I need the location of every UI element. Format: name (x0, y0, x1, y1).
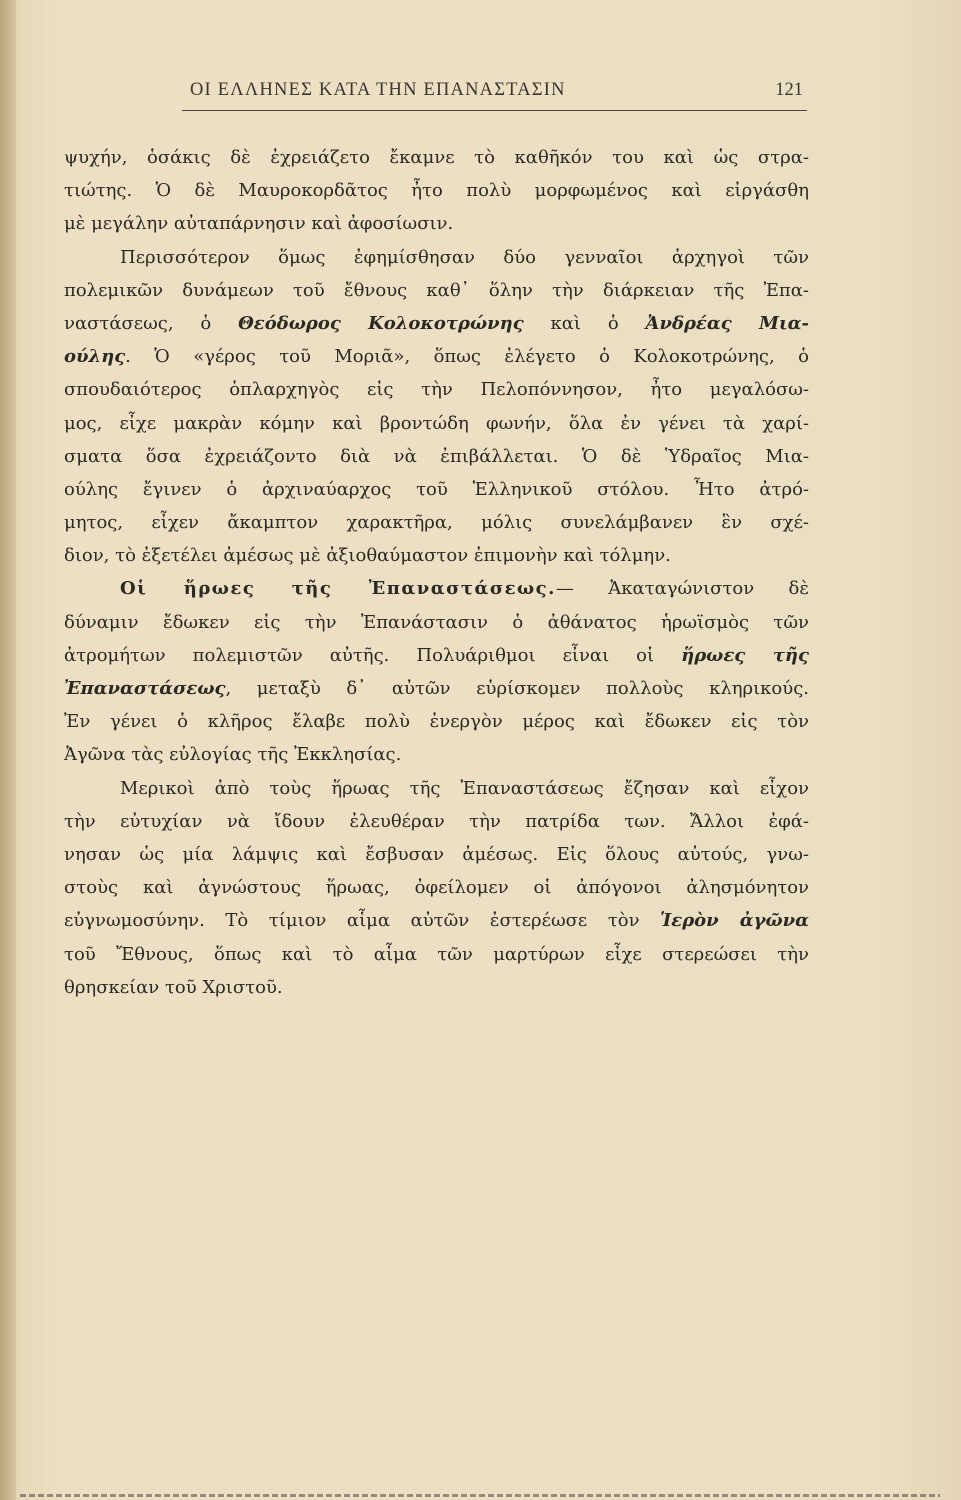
page-header (182, 80, 807, 111)
text-line: ούλης ἔγινεν ὁ ἀρχιναύαρχος τοῦ Ἑλληνικοῦ στόλου. Ἦτο ἀτρό- (64, 478, 809, 500)
running-head: ΟΙ ΕΛΛΗΝΕΣ ΚΑΤΑ ΤΗΝ ΕΠΑΝΑΣΤΑΣΙΝ (190, 80, 566, 100)
emphasis-revolution: Ἐπαναστάσεως (64, 678, 226, 699)
text-line: ναστάσεως, ὁ Θεόδωρος Κολοκοτρώνης καὶ ὁ Ἀνδρέας Μια- (64, 312, 809, 334)
text-line: πολεμικῶν δυνάμεων τοῦ ἔθνους καθ᾽ ὅλην τὴν διάρκειαν τῆς Ἐπα- (64, 279, 809, 301)
text-line: τὴν εὐτυχίαν νὰ ἴδουν ἐλευθέραν τὴν πατρίδα των. Ἄλλοι ἐφά- (64, 810, 809, 832)
text-line: στοὺς καὶ ἀγνώστους ἥρωας, ὀφείλομεν οἱ ἀπόγονοι ἀλησμόνητον (64, 877, 809, 899)
emphasis-name-kolokotronis: Θεόδωρος Κολοκοτρώνης (238, 312, 524, 334)
paragraph-start: Περισσότερον ὅμως ἐφημίσθησαν δύο γενναῖοι ἀρχηγοὶ τῶν (120, 246, 809, 268)
body-text (64, 141, 809, 1004)
text-line: ψυχήν, ὁσάκις δὲ ἐχρειάζετο ἔκαμνε τὸ καθῆκόν του καὶ ὡς στρα- (64, 147, 809, 168)
text-line: τοῦ Ἔθνους, ὅπως καὶ τὸ αἷμα τῶν μαρτύρων εἶχε στερεώσει τὴν (64, 943, 809, 965)
emphasis-name-miaoulis: Ἀνδρέας Μια- (645, 312, 809, 334)
text-line: ἀτρομήτων πολεμιστῶν αὐτῆς. Πολυάριθμοι εἶναι οἱ ἥρωες τῆς (64, 644, 809, 666)
section-heading-line: Οἱ ἥρωες τῆς Ἐπαναστάσεως.— Ἀκαταγώνιστον δὲ (120, 578, 809, 600)
text-line: Ἐν γένει ὁ κλῆρος ἔλαβε πολὺ ἐνεργὸν μέρος καὶ ἔδωκεν εἰς τὸν (64, 711, 809, 733)
text-line: εὐγνωμοσύνην. Τὸ τίμιον αἷμα αὐτῶν ἐστερέωσε τὸν Ἱερὸν ἀγῶνα (64, 910, 809, 932)
text-line: μητος, εἶχεν ἄκαμπτον χαρακτῆρα, μόλις συνελάμβανεν ἓν σχέ- (64, 512, 809, 534)
bottom-edge-rule (20, 1494, 940, 1497)
text-line: τιώτης. Ὁ δὲ Μαυροκορδᾶτος ἦτο πολὺ μορφωμένος καὶ εἰργάσθη (64, 180, 809, 202)
section-heading: Οἱ ἥρωες τῆς Ἐπαναστάσεως. (120, 578, 556, 600)
page-binding-edge (0, 0, 16, 1500)
emphasis-heroes: ἥρωες τῆς (681, 644, 809, 666)
text-line: Ἐπαναστάσεως, μεταξὺ δ᾽ αὐτῶν εὑρίσκομεν πολλοὺς κληρικούς. (64, 678, 809, 699)
text-line: δύναμιν ἔδωκεν εἰς τὴν Ἐπανάστασιν ὁ ἀθάνατος ἡρωϊσμὸς τῶν (64, 611, 809, 633)
text-line: μὲ μεγάλην αὐταπάρνησιν καὶ ἀφοσίωσιν. (64, 213, 454, 235)
text-line: σπουδαιότερος ὁπλαρχηγὸς εἰς τὴν Πελοπόννησον, ἦτο μεγαλόσω- (64, 379, 809, 401)
emphasis-sacred-struggle: Ἱερὸν ἀγῶνα (660, 910, 809, 932)
text-line: Ἀγῶνα τὰς εὐλογίας τῆς Ἐκκλησίας. (64, 744, 402, 766)
page-number: 121 (775, 80, 803, 100)
text-line: μος, εἶχε μακρὰν κόμην καὶ βροντώδη φωνήν, ὅλα ἐν γένει τὰ χαρί- (64, 412, 809, 434)
paragraph-start: Μερικοὶ ἀπὸ τοὺς ἥρωας τῆς Ἐπαναστάσεως ἔζησαν καὶ εἶχον (120, 777, 809, 799)
text-line: διον, τὸ ἐξετέλει ἀμέσως μὲ ἀξιοθαύμαστον ἐπιμονὴν καὶ τόλμην. (64, 545, 671, 567)
text-line: σματα ὅσα ἐχρειάζοντο διὰ νὰ ἐπιβάλλεται. Ὁ δὲ Ὑδραῖος Μια- (64, 445, 809, 467)
text-line: ούλης. Ὁ «γέρος τοῦ Μοριᾶ», ὅπως ἐλέγετο ὁ Κολοκοτρώνης, ὁ (64, 346, 809, 368)
emphasis-name-miaoulis-end: ούλης (64, 346, 126, 368)
text-line: νησαν ὡς μία λάμψις καὶ ἔσβυσαν ἀμέσως. Εἰς ὅλους αὐτούς, γνω- (64, 843, 809, 865)
text-line: θρησκείαν τοῦ Χριστοῦ. (64, 976, 283, 998)
